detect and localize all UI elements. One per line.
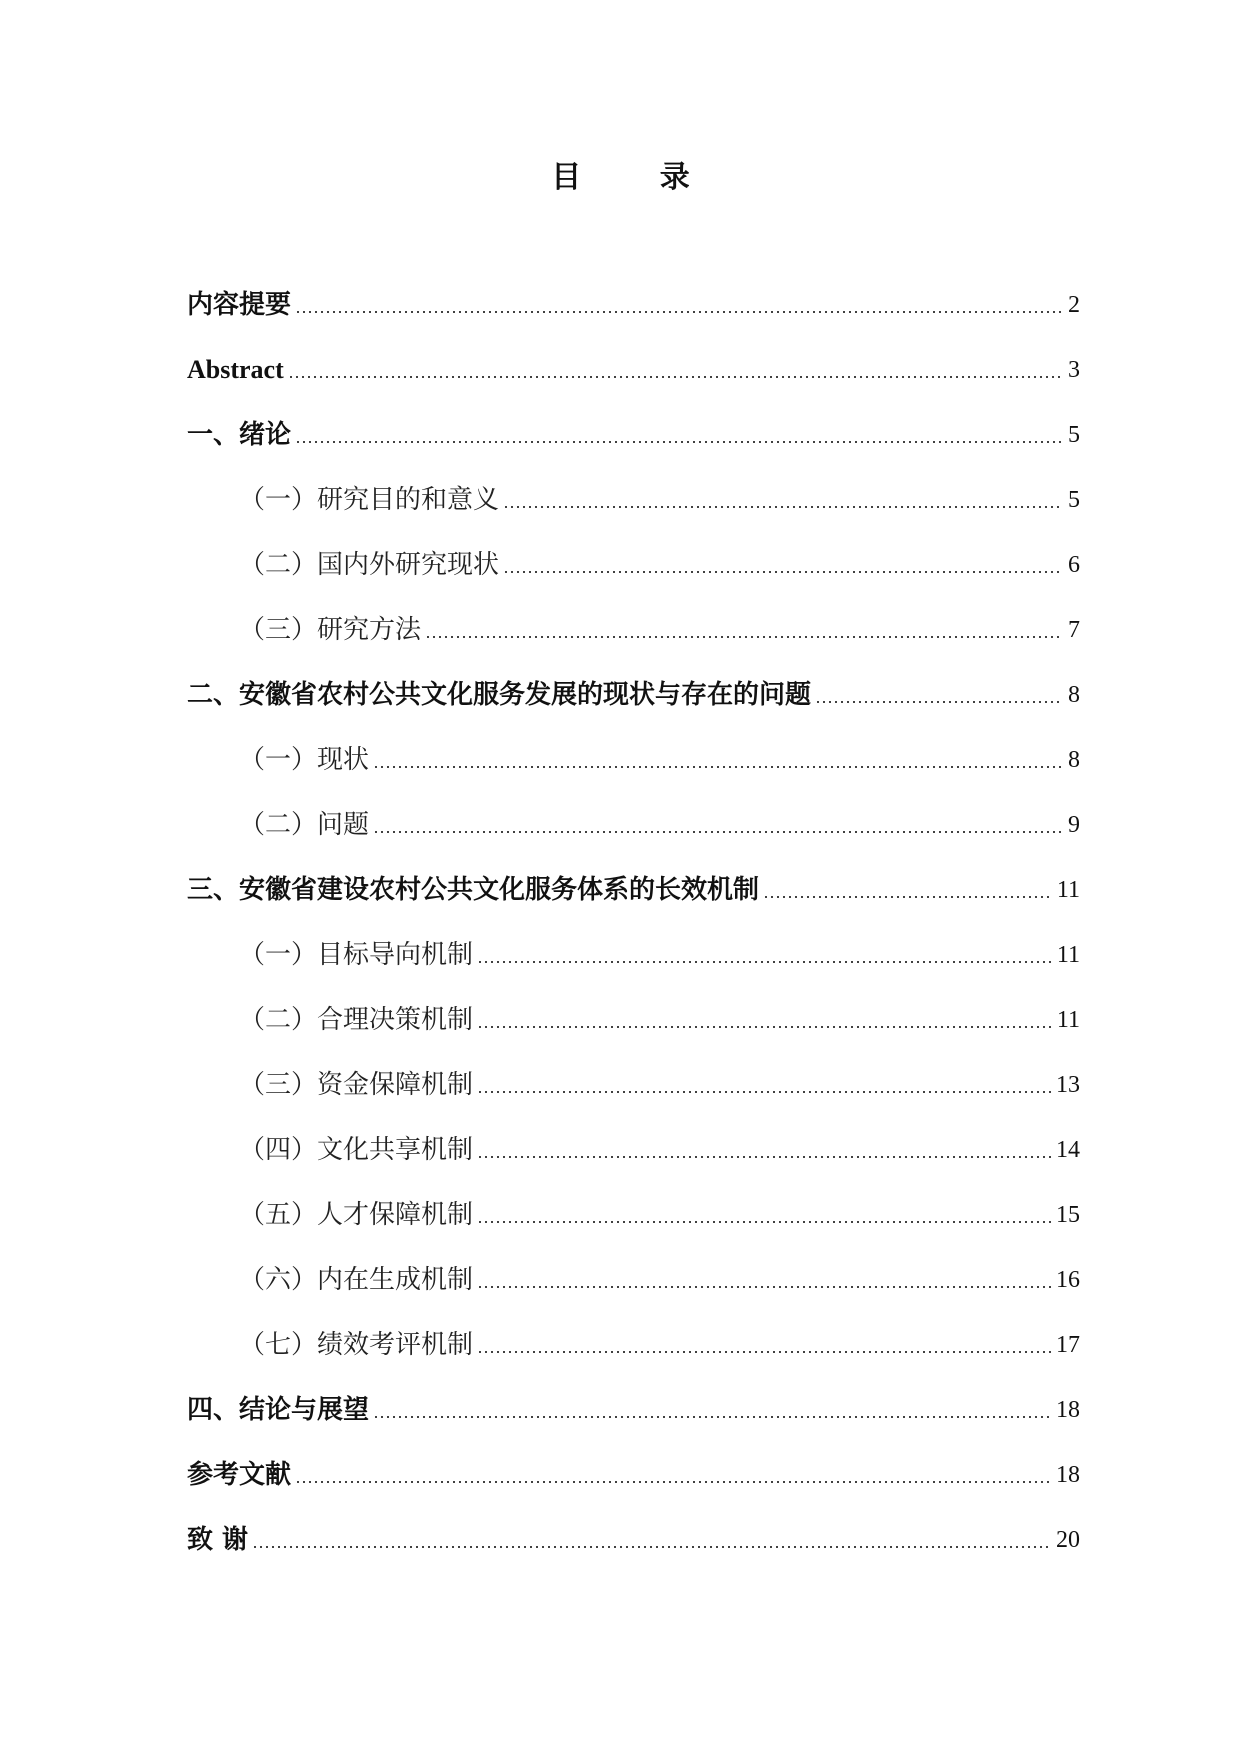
toc-entry-page: 8 [1068, 682, 1080, 708]
toc-entry-label: 四、结论与展望 [187, 1395, 370, 1425]
toc-entry-section-1-1[interactable] [187, 455, 1080, 520]
dot-leader [477, 955, 1053, 965]
dot-leader [295, 1475, 1052, 1485]
toc-entry-label: 内容提要 [187, 290, 292, 320]
toc-entry-abstract[interactable] [187, 325, 1080, 390]
toc-entry-page: 17 [1056, 1332, 1080, 1358]
toc-entry-page: 15 [1056, 1202, 1080, 1228]
toc-entry-label: （三）研究方法 [239, 615, 422, 645]
dot-leader [373, 760, 1062, 770]
toc-entry-chapter-2[interactable] [187, 650, 1080, 715]
toc-entry-section-3-3[interactable] [187, 1040, 1080, 1105]
toc-entry-label: （一）目标导向机制 [239, 940, 474, 970]
dot-leader [477, 1150, 1052, 1160]
toc-entry-label: （七）绩效考评机制 [239, 1330, 474, 1360]
dot-leader [477, 1020, 1053, 1030]
toc-entry-references[interactable] [187, 1430, 1080, 1495]
toc-entry-section-3-1[interactable] [187, 910, 1080, 975]
toc-entry-label: 三、安徽省建设农村公共文化服务体系的长效机制 [187, 875, 760, 905]
dot-leader [503, 565, 1062, 575]
toc-entry-label: （四）文化共享机制 [239, 1135, 474, 1165]
toc-entry-page: 18 [1056, 1462, 1080, 1488]
toc-entry-page: 20 [1056, 1527, 1080, 1553]
toc-entry-label: （一）现状 [239, 745, 370, 775]
toc-entry-section-3-6[interactable] [187, 1235, 1080, 1300]
toc-entry-page: 6 [1068, 552, 1080, 578]
dot-leader [425, 630, 1062, 640]
toc-entry-page: 13 [1056, 1072, 1080, 1098]
toc-entry-label: （二）问题 [239, 810, 370, 840]
dot-leader [252, 1540, 1052, 1550]
dot-leader [477, 1280, 1052, 1290]
dot-leader [295, 305, 1062, 315]
toc-entry-page: 7 [1068, 617, 1080, 643]
toc-entry-label: 二、安徽省农村公共文化服务发展的现状与存在的问题 [187, 680, 812, 710]
dot-leader [373, 1410, 1052, 1420]
toc-entry-label: 致 谢 [187, 1525, 249, 1555]
toc-entry-section-3-7[interactable] [187, 1300, 1080, 1365]
toc-entry-page: 9 [1068, 812, 1080, 838]
dot-leader [477, 1085, 1052, 1095]
toc-entry-chapter-1[interactable] [187, 390, 1080, 455]
dot-leader [295, 435, 1062, 445]
toc-entry-label: （二）合理决策机制 [239, 1005, 474, 1035]
dot-leader [373, 825, 1062, 835]
toc-title: 目 录 [551, 160, 724, 195]
toc-entry-page: 14 [1056, 1137, 1080, 1163]
dot-leader [477, 1215, 1052, 1225]
toc-entry-acknowledgements[interactable] [187, 1495, 1080, 1560]
toc-entry-section-2-1[interactable] [187, 715, 1080, 780]
toc-entry-section-3-4[interactable] [187, 1105, 1080, 1170]
toc-entry-page: 2 [1068, 292, 1080, 318]
toc-entry-label: （六）内在生成机制 [239, 1265, 474, 1295]
dot-leader [815, 695, 1062, 705]
toc-entry-page: 11 [1056, 942, 1080, 968]
toc-entry-page: 3 [1068, 357, 1080, 383]
toc-entry-chapter-4[interactable] [187, 1365, 1080, 1430]
toc-entry-page: 16 [1056, 1267, 1080, 1293]
toc-entry-section-3-5[interactable] [187, 1170, 1080, 1235]
toc-entry-label: （二）国内外研究现状 [239, 550, 500, 580]
toc-entry-chapter-3[interactable] [187, 845, 1080, 910]
toc-entry-page: 11 [1056, 877, 1080, 903]
toc-entry-page: 8 [1068, 747, 1080, 773]
dot-leader [477, 1345, 1052, 1355]
toc-entry-page: 5 [1068, 487, 1080, 513]
toc-entry-section-1-2[interactable] [187, 520, 1080, 585]
toc-entry-section-2-2[interactable] [187, 780, 1080, 845]
toc-entry-section-3-2[interactable] [187, 975, 1080, 1040]
dot-leader [288, 370, 1062, 380]
toc-entry-label: （五）人才保障机制 [239, 1200, 474, 1230]
toc-list [187, 260, 1080, 1560]
toc-entry-page: 5 [1068, 422, 1080, 448]
toc-entry-label: 一、绪论 [187, 420, 292, 450]
dot-leader [503, 500, 1062, 510]
toc-entry-section-1-3[interactable] [187, 585, 1080, 650]
toc-entry-summary[interactable] [187, 260, 1080, 325]
toc-entry-label: （一）研究目的和意义 [239, 485, 500, 515]
toc-entry-label: 参考文献 [187, 1460, 292, 1490]
toc-entry-label: （三）资金保障机制 [239, 1070, 474, 1100]
toc-entry-page: 11 [1056, 1007, 1080, 1033]
toc-entry-label: Abstract [187, 355, 284, 384]
dot-leader [763, 890, 1053, 900]
toc-entry-page: 18 [1056, 1397, 1080, 1423]
